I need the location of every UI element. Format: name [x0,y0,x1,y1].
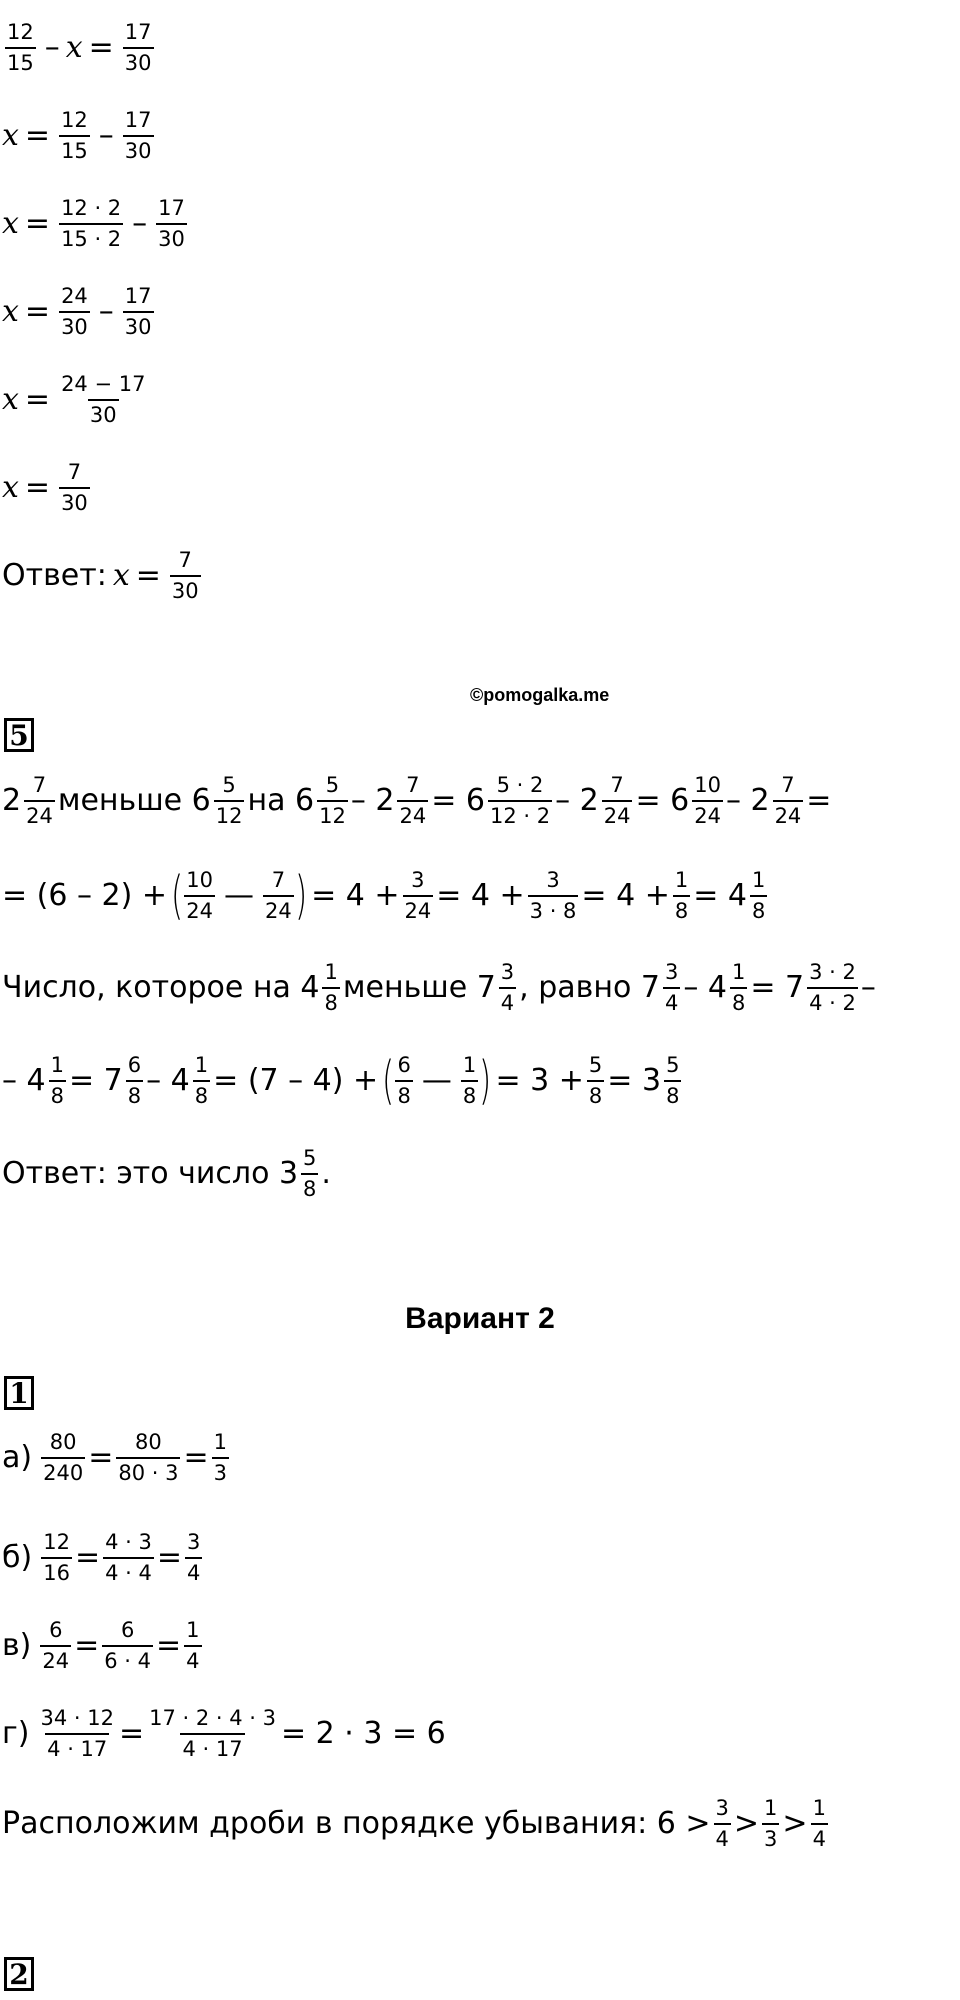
task1-item-g: г) $\frac{34 \cdot 12}{4 \cdot 17}$ = $\frac{17 \cdot 2 \cdot 4 \cdot 3}{4 \cdot 17}$ = 2 · 3 = 6 [2,1706,446,1761]
equation-line-2: x = $\frac{12}{15}$ – $\frac{17}{30}$ [2,108,152,163]
task5-line-4: – 4 $\frac{1}{8}$ = 7 $\frac{6}{8}$ – 4 $\frac{1}{8}$ = (7 – 4) + ( $\frac{6}{8}$ — $\frac{1}{8}$ ) = 3 + $\frac{5}{8}$ = 3 $\frac{5}{8}$ [2,1051,680,1111]
fraction: $\frac{12 \cdot 2}{15 \cdot 2}$ [61,196,122,251]
fraction: $\frac{7}{24}$ [603,773,631,828]
task-number-5: 5 [4,718,34,752]
equation-line-4: x = $\frac{24}{30}$ – $\frac{17}{30}$ [2,284,152,339]
fraction: $\frac{6}{24}$ [42,1618,70,1673]
task5-answer: Ответ: это число 3 $\frac{5}{8}$ . [2,1146,331,1201]
task-number-2: 2 [4,1957,34,1991]
fraction: $\frac{80}{80 \cdot 3}$ [118,1430,179,1485]
fraction: $\frac{17}{30}$ [124,284,152,339]
fraction: $\frac{6}{8}$ [127,1053,142,1108]
watermark: ©pomogalka.me [470,685,610,705]
fraction: $\frac{1}{8}$ [731,960,746,1015]
equation-line-5: x = $\frac{24 - 17}{30}$ [2,372,146,427]
fraction: $\frac{5}{12}$ [319,773,346,828]
task1-item-a: а) $\frac{80}{240}$ = $\frac{80}{80 \cdot 3}$ = $\frac{1}{3}$ [2,1430,227,1485]
fraction: $\frac{3}{4}$ [186,1530,201,1585]
fraction: $\frac{24 - 17}{30}$ [61,372,146,427]
task5-line-1: 2 $\frac{7}{24}$ меньше 6 $\frac{5}{12}$ на 6 $\frac{5}{12}$ – 2 $\frac{7}{24}$ = 6 $\frac{5 \cdot 2}{12 \cdot 2}$ – 2 $\frac{7}{24}$ = 6 $\frac{10}{24}$ – 2 $\frac{7}{24}$ = [2,773,832,828]
fraction: $\frac{1}{8}$ [674,868,689,923]
fraction: $\frac{7}{24}$ [399,773,427,828]
task5-line-2: = (6 – 2) + ( $\frac{10}{24}$ — $\frac{7}{24}$ ) = 4 + $\frac{3}{24}$ = 4 + $\frac{3}{3 \cdot 8}$ = 4 + $\frac{1}{8}$ = 4 $\frac{1}{8}$ [2,866,766,926]
variant-heading: Вариант 2 [405,1302,555,1335]
fraction: $\frac{17}{30}$ [124,108,152,163]
fraction: $\frac{7}{30}$ [61,460,88,515]
fraction: $\frac{12}{15}$ [61,108,88,163]
task5-line-3: Число, которое на 4 $\frac{1}{8}$ меньше 7 $\frac{3}{4}$ , равно 7 $\frac{3}{4}$ – 4 $\frac{1}{8}$ = 7 $\frac{3 \cdot 2}{4 \cdot 2}$ – [2,960,876,1015]
fraction: $\frac{12}{16}$ [43,1530,70,1585]
task1-item-b: б) $\frac{12}{16}$ = $\frac{4 \cdot 3}{4 \cdot 4}$ = $\frac{3}{4}$ [2,1530,201,1585]
fraction: $\frac{1}{8}$ [462,1053,477,1108]
equation-line-3: x = $\frac{12 \cdot 2}{15 \cdot 2}$ – $\frac{17}{30}$ [2,196,185,251]
fraction: $\frac{10}{24}$ [186,868,214,923]
task1-item-v: в) $\frac{6}{24}$ = $\frac{6}{6 \cdot 4}$ = $\frac{1}{4}$ [2,1618,200,1673]
fraction: $\frac{1}{8}$ [752,868,766,923]
fraction: $\frac{3}{4}$ [500,960,515,1015]
fraction: $\frac{5}{8}$ [303,1146,317,1201]
fraction: $\frac{17 \cdot 2 \cdot 4 \cdot 3}{4 \cdot 17}$ [149,1706,276,1761]
fraction: $\frac{3}{4}$ [715,1796,729,1851]
equation-line-1: $\frac{12}{15}$ – x = $\frac{17}{30}$ [7,20,152,75]
fraction: $\frac{24}{30}$ [61,284,88,339]
fraction: $\frac{5 \cdot 2}{12 \cdot 2}$ [489,773,551,828]
fraction: $\frac{3 \cdot 2}{4 \cdot 2}$ [809,960,856,1015]
fraction: $\frac{1}{4}$ [812,1796,826,1851]
fraction: $\frac{1}{3}$ [213,1430,227,1485]
fraction: $\frac{1}{8}$ [194,1053,209,1108]
fraction: $\frac{3}{4}$ [664,960,679,1015]
fraction: $\frac{3}{3 \cdot 8}$ [529,868,577,923]
fraction: $\frac{4 \cdot 3}{4 \cdot 4}$ [105,1530,152,1585]
fraction: $\frac{7}{24}$ [26,773,53,828]
fraction: $\frac{7}{24}$ [265,868,292,923]
fraction: $\frac{6}{6 \cdot 4}$ [104,1618,152,1673]
fraction: $\frac{6}{8}$ [397,1053,411,1108]
fraction: $\frac{17}{30}$ [124,20,152,75]
fraction: $\frac{5}{12}$ [215,773,243,828]
fraction: $\frac{17}{30}$ [158,196,185,251]
fraction: $\frac{10}{24}$ [694,773,721,828]
fraction: $\frac{1}{3}$ [764,1796,778,1851]
equation-line-6: x = $\frac{7}{30}$ [2,460,88,515]
fraction: $\frac{1}{8}$ [50,1053,64,1108]
fraction: $\frac{1}{8}$ [324,960,338,1015]
fraction: $\frac{12}{15}$ [7,20,34,75]
fraction: $\frac{80}{240}$ [43,1430,84,1485]
fraction: $\frac{34 \cdot 12}{4 \cdot 17}$ [40,1706,114,1761]
fraction: $\frac{7}{24}$ [774,773,802,828]
task1-order: Расположим дроби в порядке убывания: 6 > $\frac{3}{4}$ > $\frac{1}{3}$ > $\frac{1}{4}$ [2,1796,826,1851]
task-number-1: 1 [4,1376,34,1410]
fraction: $\frac{5}{8}$ [666,1053,680,1108]
fraction: $\frac{1}{4}$ [186,1618,200,1673]
fraction: $\frac{3}{24}$ [404,868,432,923]
fraction: $\frac{5}{8}$ [588,1053,603,1108]
fraction: $\frac{7}{30}$ [171,548,199,603]
answer-line: Ответ: x = $\frac{7}{30}$ [2,548,199,603]
